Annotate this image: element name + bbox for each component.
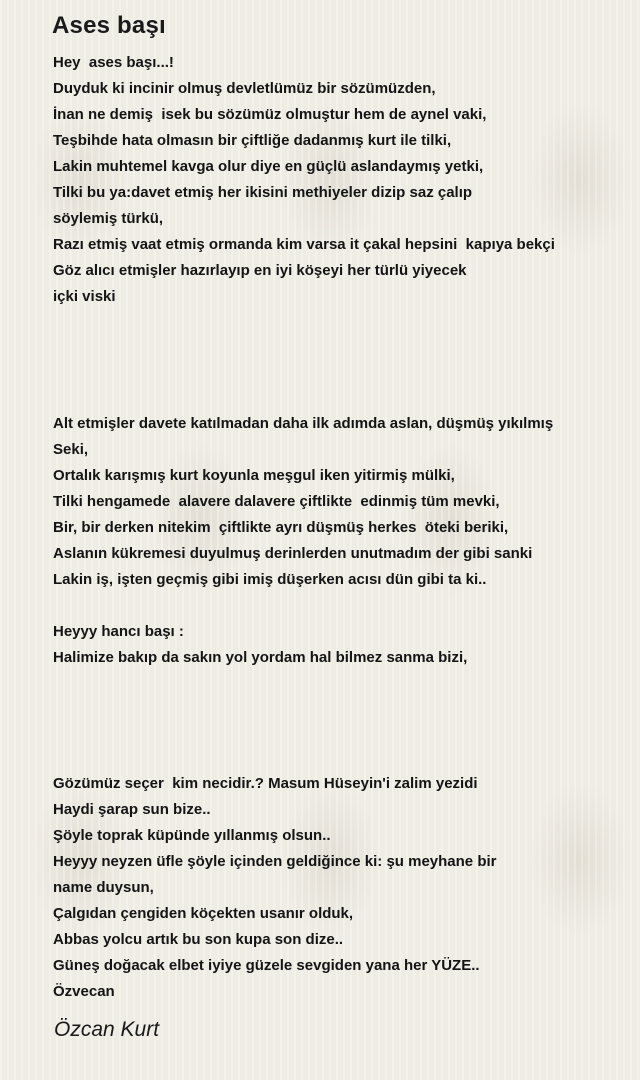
poem-line: Çalgıdan çengiden köçekten usanır olduk,: [53, 905, 354, 922]
poem-line: Lakin iş, işten geçmiş gibi imiş düşerken acısı dün gibi ta ki..: [53, 571, 487, 588]
poem-line: Ortalık karışmış kurt koyunla meşgul iken yitirmiş mülki,: [53, 467, 455, 484]
poem-line: Tilki bu ya:davet etmiş her ikisini methiyeler dizip saz çalıp: [53, 184, 473, 201]
poem-line: Özvecan: [53, 983, 115, 1000]
poem-line: Şöyle toprak küpünde yıllanmış olsun..: [53, 827, 331, 844]
stanza-4: [53, 771, 633, 1005]
poem-line: Seki,: [53, 441, 89, 458]
poem-line: Tilki hengamede alavere dalavere çiftlikte edinmiş tüm mevki,: [53, 493, 500, 510]
poem-line: Duyduk ki incinir olmuş devletlümüz bir sözümüzden,: [53, 80, 436, 97]
poem-line: Gözümüz seçer kim necidir.? Masum Hüseyin'i zalim yezidi: [53, 775, 478, 792]
poem-line: söylemiş türkü,: [53, 210, 164, 227]
poem-line: name duysun,: [53, 879, 154, 896]
poem-line: Alt etmişler davete katılmadan daha ilk adımda aslan, düşmüş yıkılmış: [53, 415, 554, 432]
poem-line: Göz alıcı etmişler hazırlayıp en iyi köşeyi her türlü yiyecek: [53, 262, 467, 279]
poem-line: Abbas yolcu artık bu son kupa son dize..: [53, 931, 344, 948]
poem-line: Heyyy hancı başı :: [53, 623, 184, 640]
poem-line: İnan ne demiş isek bu sözümüz olmuştur hem de aynel vaki,: [53, 106, 487, 123]
poem-line: Teşbihde hata olmasın bir çiftliğe dadanmış kurt ile tilki,: [53, 132, 452, 149]
poem-line: Hey ases başı...!: [53, 54, 174, 71]
poem-title: Ases başı: [52, 12, 166, 39]
poem-line: içki viski: [53, 288, 116, 305]
stanza-3: [53, 619, 633, 671]
stanza-1: [53, 50, 633, 310]
poem-line: Güneş doğacak elbet iyiye güzele sevgiden yana her YÜZE..: [53, 957, 480, 974]
poem-line: Razı etmiş vaat etmiş ormanda kim varsa it çakal hepsini kapıya bekçi: [53, 236, 555, 253]
stanza-2: [53, 411, 633, 593]
poem-line: Heyyy neyzen üfle şöyle içinden geldiğince ki: şu meyhane bir: [53, 853, 497, 870]
poem-line: Haydi şarap sun bize..: [53, 801, 211, 818]
poem-line: Bir, bir derken nitekim çiftlikte ayrı düşmüş herkes öteki beriki,: [53, 519, 509, 536]
poem-line: Lakin muhtemel kavga olur diye en güçlü aslandaymış yetki,: [53, 158, 484, 175]
poem-line: Halimize bakıp da sakın yol yordam hal bilmez sanma bizi,: [53, 649, 468, 666]
poem-author: Özcan Kurt: [54, 1018, 160, 1041]
poem-line: Aslanın kükremesi duyulmuş derinlerden unutmadım der gibi sanki: [53, 545, 533, 562]
